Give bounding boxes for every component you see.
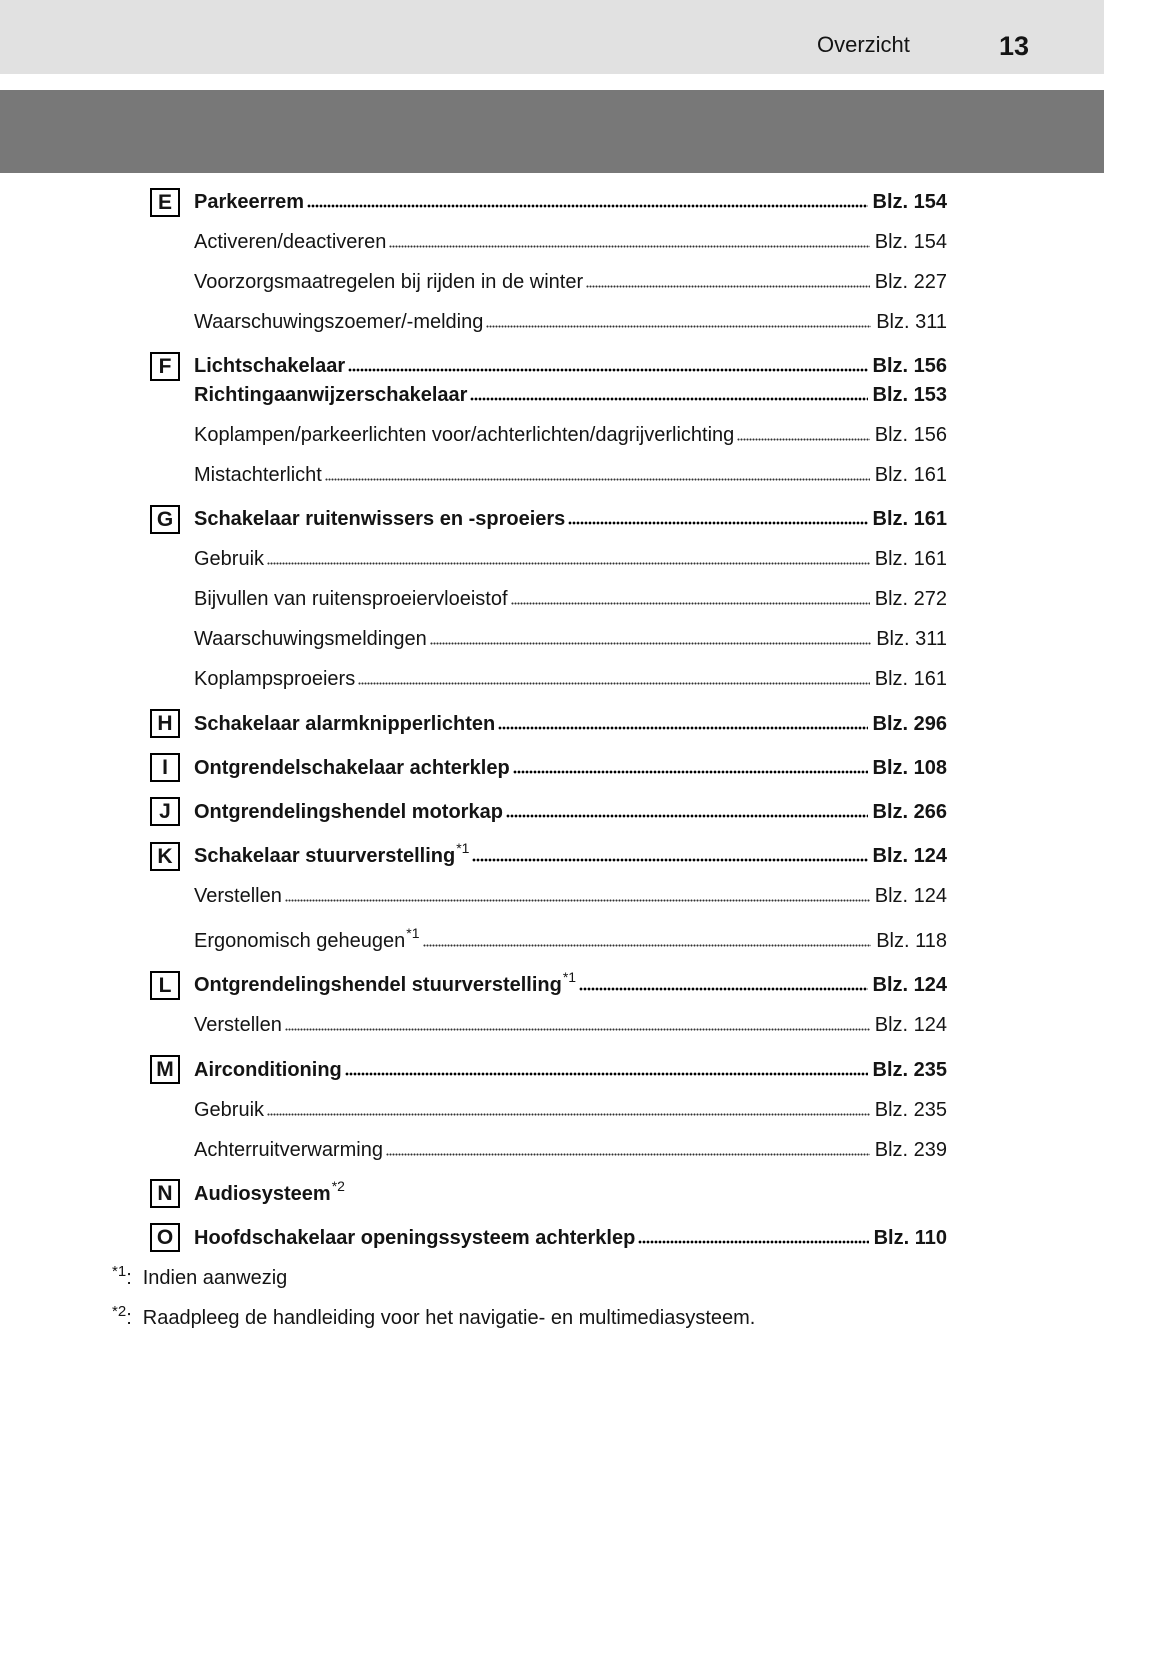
dot-leader [586,285,870,288]
index-subentry [194,1005,947,1045]
entry-title: Audiosysteem [194,1182,331,1205]
index-group-h [157,704,947,744]
page-reference: Blz. 227 [874,271,947,293]
footnote-separator: : [126,1266,132,1289]
entry-label [194,182,304,222]
index-group-n [157,1174,947,1214]
index-subentry [194,455,947,495]
entry-title: Hoofdschakelaar openingssysteem achterklep [194,1226,636,1249]
callout-letter-box: N [150,1179,180,1208]
page-reference: Blz. 311 [876,628,947,651]
index-group-k [157,836,947,961]
index-subentry [194,539,947,579]
dot-leader [430,642,872,645]
footnote-reference: *1 [562,969,577,986]
dot-leader [568,521,867,525]
page-reference: Blz. 161 [874,548,947,571]
entry-label [194,579,508,619]
dot-leader [498,726,867,730]
entry-title: Airconditioning [194,1058,342,1081]
entry-label [194,375,467,415]
footnote-mark: *2 [112,1302,127,1320]
index-group-l [158,965,947,1045]
entry-title: Verstellen [194,885,282,908]
entry-label [194,921,420,962]
page-reference: Blz. 118 [876,930,947,953]
index-subentry [194,876,947,916]
component-index-list [112,182,947,1338]
entry-label [194,499,565,539]
header-band [0,0,1104,74]
dot-leader [348,368,867,372]
page-reference: Blz. 161 [874,668,947,691]
index-subentry [194,262,947,302]
callout-letter-box: J [150,797,180,826]
entry-label [194,455,322,495]
entry-title: Bijvullen van ruitensproeiervloeistof [194,588,508,611]
callout-letter-box: L [150,971,180,1000]
page-reference: Blz. 161 [874,464,947,487]
page-reference: Blz. 108 [872,756,947,779]
dot-leader [267,1113,870,1116]
index-subentry [194,302,947,342]
page-reference: Blz. 124 [874,1014,947,1037]
dot-leader [506,814,868,818]
index-subentry [194,1130,947,1170]
entry-label [194,302,483,342]
index-entry [194,1050,947,1090]
entry-title: Parkeerrem [194,191,305,213]
index-entry [194,704,947,744]
dot-leader [325,478,870,481]
index-entry [194,965,947,1005]
footnote [112,1298,947,1338]
section-title: Overzicht [817,32,910,57]
index-entry [194,748,947,788]
entry-label [194,415,734,455]
entry-title: Mistachterlicht [194,464,322,487]
page-reference: Blz. 272 [874,588,947,611]
index-entry [194,792,947,832]
entry-title: Schakelaar ruitenwissers en -sproeiers [194,508,566,531]
footnote-text: Indien aanwezig [142,1266,288,1289]
entry-title: Ergonomisch geheugen [194,930,406,953]
entry-title: Schakelaar alarmknipperlichten [194,712,496,735]
page-reference: Blz. 235 [872,1058,947,1081]
index-group-j [159,792,947,832]
dot-leader [386,1153,870,1156]
page-reference: Blz. 124 [872,845,947,868]
page-reference: Blz. 161 [872,508,947,531]
page-reference: Blz. 154 [874,231,947,253]
index-group-g [156,499,947,699]
entry-title: Koplampen/parkeerlichten voor/achterlichten/dagrijverlichting [194,424,735,447]
dot-leader [470,397,867,401]
entry-title: Lichtschakelaar [194,355,346,378]
dot-leader [638,1240,868,1244]
footnote-reference: *1 [406,925,420,942]
dot-leader [511,602,870,605]
entry-title: Schakelaar stuurverstelling [194,845,456,868]
entry-title: Richtingaanwijzerschakelaar [194,384,468,407]
footnote-mark: *1 [112,1262,127,1280]
dot-leader [285,899,870,902]
page-reference: Blz. 153 [872,384,947,407]
title-band [0,90,1104,173]
dot-leader [486,325,871,328]
callout-letter-box: E [150,188,180,217]
entry-label [194,836,469,877]
entry-label [194,1130,383,1170]
callout-letter-box: F [150,352,180,381]
dot-leader [737,438,869,441]
entry-title: Waarschuwingszoemer/-melding [194,311,484,333]
page-reference: Blz. 235 [874,1098,947,1121]
entry-title: Voorzorgsmaatregelen bij rijden in de winter [194,271,584,293]
page-reference: Blz. 124 [872,974,947,997]
entry-label [194,262,583,302]
footnote-reference: *1 [456,840,470,857]
entry-title: Ontgrendelschakelaar achterklep [194,756,510,779]
dot-leader [389,245,869,248]
index-subentry [194,921,947,961]
entry-label [194,876,282,916]
index-group-e [157,182,947,342]
entry-title: Activeren/deactiveren [194,231,387,253]
entry-label [194,1218,635,1258]
dot-leader [423,944,872,947]
page-reference: Blz. 110 [873,1226,947,1249]
callout-letter-box: M [150,1055,180,1084]
entry-label [194,539,264,579]
index-subentry [194,222,947,262]
index-entry [194,836,947,876]
entry-label [194,748,510,788]
entry-title: Gebruik [194,548,265,571]
index-group-o [156,1218,947,1258]
page-reference: Blz. 239 [874,1138,947,1161]
footnotes [112,1258,947,1338]
entry-title: Ontgrendelingshendel motorkap [194,800,503,823]
entry-title: Ontgrendelingshendel stuurverstelling [194,974,562,997]
index-subentry [194,1090,947,1130]
footnote-separator: : [126,1306,132,1329]
index-entry [194,375,947,415]
footnote-reference: *2 [331,1177,345,1194]
entry-title: Achterruitverwarming [194,1138,383,1161]
index-group-i [162,748,947,788]
entry-label [194,1090,264,1130]
dot-leader [285,1028,870,1031]
page-reference: Blz. 296 [872,712,947,735]
footnote [112,1258,947,1298]
page-reference: Blz. 156 [874,424,947,447]
entry-label [194,704,495,744]
index-group-m [156,1050,947,1170]
callout-letter-box: H [150,709,180,738]
entry-label [194,222,386,262]
callout-letter-box: K [150,842,180,871]
page-reference: Blz. 311 [876,311,947,333]
footnote-text: Raadpleeg de handleiding voor het navigatie- en multimediasysteem. [142,1306,756,1329]
dot-leader [513,770,868,774]
index-group-f [158,346,947,495]
entry-title: Gebruik [194,1098,265,1121]
entry-label [194,1005,282,1045]
entry-label [194,1050,342,1090]
dot-leader [358,682,870,685]
page-number: 13 [999,31,1030,61]
page-reference: Blz. 124 [874,885,947,908]
entry-title: Waarschuwingsmeldingen [194,628,427,651]
dot-leader [307,204,867,208]
entry-label [194,965,576,1006]
dot-leader [472,858,867,862]
index-entry [194,1174,947,1214]
page-reference: Blz. 266 [872,800,947,823]
index-subentry [194,415,947,455]
entry-label [194,659,355,699]
index-entry [194,182,947,222]
index-subentry [194,659,947,699]
entry-title: Verstellen [194,1014,282,1037]
page-reference: Blz. 154 [872,191,947,213]
dot-leader [267,562,870,565]
index-subentry [194,579,947,619]
dot-leader [345,1072,868,1076]
index-entry [194,499,947,539]
entry-title: Koplampsproeiers [194,668,356,691]
callout-letter-box: O [150,1223,180,1252]
index-subentry [194,619,947,659]
callout-letter-box: G [150,505,180,534]
callout-letter-box: I [150,753,180,782]
dot-leader [579,987,867,991]
entry-label [194,619,427,659]
page-reference: Blz. 156 [872,355,947,378]
entry-label [194,792,503,832]
index-entry [194,1218,947,1258]
entry-label [194,1174,345,1215]
